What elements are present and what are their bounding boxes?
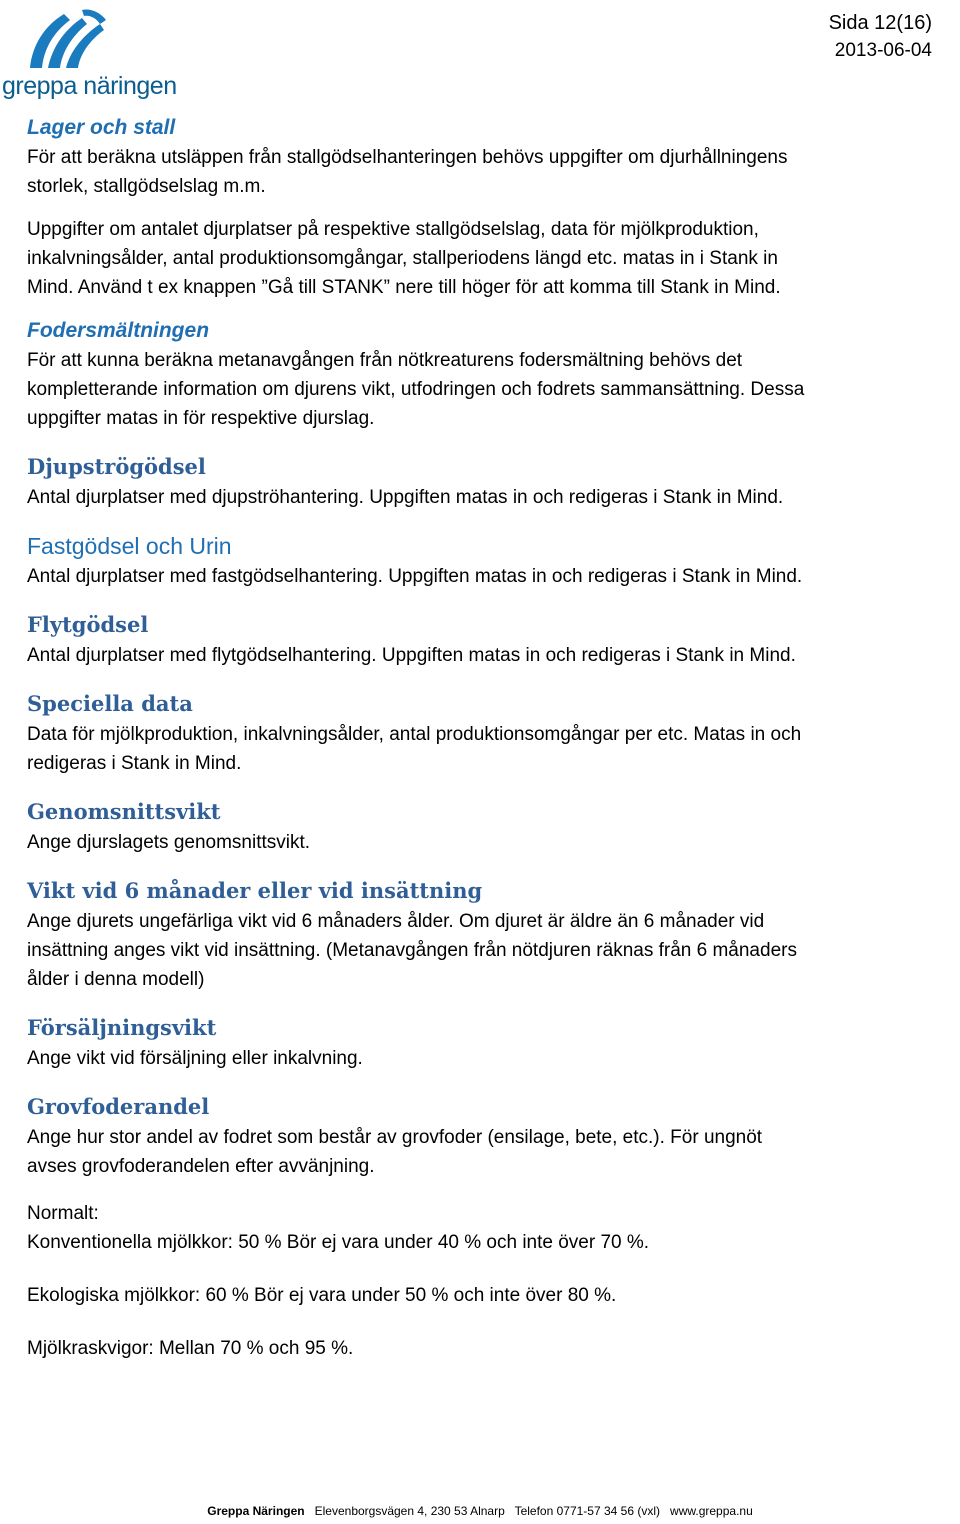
logo	[2, 6, 177, 101]
paragraph-line: insättning anges vikt vid insättning. (Metanavgången från nötdjuren räknas från 6 månaders	[27, 940, 797, 961]
logo-text: greppa näringen	[2, 72, 177, 100]
heading-forsaljningsvikt: Försäljningsvikt	[27, 1015, 217, 1040]
paragraph-line: inkalvningsålder, antal produktionsomgångar, stallperiodens längd etc. matas in i Stank in	[27, 248, 778, 269]
page-date: 2013-06-04	[834, 40, 932, 61]
paragraph-line: Antal djurplatser med djupströhantering. Uppgiften matas in och redigeras i Stank in Mind.	[27, 487, 784, 508]
paragraph-line: avses grovfoderandelen efter avvänjning.	[27, 1156, 375, 1177]
paragraph-line: Ange hur stor andel av fodret som består av grovfoder (ensilage, bete, etc.). För ungnöt	[27, 1127, 763, 1148]
paragraph-line: Ange djurets ungefärliga vikt vid 6 månaders ålder. Om djuret är äldre än 6 månader vid	[27, 911, 765, 932]
heading-grovfoderandel: Grovfoderandel	[27, 1094, 210, 1119]
paragraph-line: Data för mjölkproduktion, inkalvningsålder, antal produktionsomgångar per etc. Matas in och	[27, 724, 802, 745]
paragraph-line: Mind. Använd t ex knappen ”Gå till STANK” nere till höger för att komma till Stank in Mind.	[27, 277, 781, 298]
paragraph-line: redigeras i Stank in Mind.	[27, 753, 242, 774]
heading-fastgodsel-och-urin: Fastgödsel och Urin	[27, 533, 232, 559]
footer-address: Elevenborgsvägen 4, 230 53 Alnarp	[314, 1504, 505, 1518]
heading-lager-och-stall: Lager och stall	[27, 116, 176, 139]
paragraph-line: Antal djurplatser med fastgödselhantering. Uppgiften matas in och redigeras i Stank in Mind.	[27, 566, 803, 587]
paragraph-konventionella: Konventionella mjölkkor: 50 % Bör ej vara under 40 % och inte över 70 %.	[27, 1232, 650, 1253]
paragraph-line: ålder i denna modell)	[27, 969, 205, 990]
heading-flytgodsel: Flytgödsel	[27, 612, 149, 637]
page-footer	[0, 1504, 960, 1518]
paragraph-mjolkraskvigor: Mjölkraskvigor: Mellan 70 % och 95 %.	[27, 1338, 354, 1359]
paragraph-line: Antal djurplatser med flytgödselhantering. Uppgiften matas in och redigeras i Stank in Mind.	[27, 645, 796, 666]
heading-djupstrogodsel: Djupströgödsel	[27, 454, 206, 479]
greppa-logo-swoosh-icon	[24, 6, 114, 72]
page-number: Sida 12(16)	[828, 12, 932, 34]
paragraph-ekologiska: Ekologiska mjölkkor: 60 % Bör ej vara under 50 % och inte över 80 %.	[27, 1285, 617, 1306]
heading-speciella-data: Speciella data	[27, 691, 193, 716]
heading-genomsnittsvikt: Genomsnittsvikt	[27, 799, 221, 824]
heading-fodersmaltningen: Fodersmältningen	[27, 319, 210, 342]
paragraph-line: Ange djurslagets genomsnittsvikt.	[27, 832, 311, 853]
paragraph-line: kompletterande information om djurens vikt, utfodringen och fodrets sammansättning. Dessa	[27, 379, 805, 400]
paragraph-line: storlek, stallgödselslag m.m.	[27, 176, 266, 197]
paragraph-line: Ange vikt vid försäljning eller inkalvning.	[27, 1048, 363, 1069]
footer-phone: Telefon 0771-57 34 56 (vxl)	[514, 1504, 661, 1518]
heading-vikt-vid-6-manader: Vikt vid 6 månader eller vid insättning	[27, 878, 483, 903]
paragraph-line: För att beräkna utsläppen från stallgödselhanteringen behövs uppgifter om djurhållningens	[27, 147, 788, 168]
footer-web-link[interactable]: www.greppa.nu	[670, 1504, 753, 1518]
paragraph-normalt: Normalt:	[27, 1203, 99, 1224]
footer-company: Greppa Näringen	[207, 1504, 305, 1518]
paragraph-line: För att kunna beräkna metanavgången från nötkreaturens fodersmältning behövs det	[27, 350, 743, 371]
paragraph-line: uppgifter matas in för respektive djurslag.	[27, 408, 375, 429]
paragraph-line: Uppgifter om antalet djurplatser på respektive stallgödselslag, data för mjölkproduktion,	[27, 219, 759, 240]
document-body	[27, 113, 939, 1363]
